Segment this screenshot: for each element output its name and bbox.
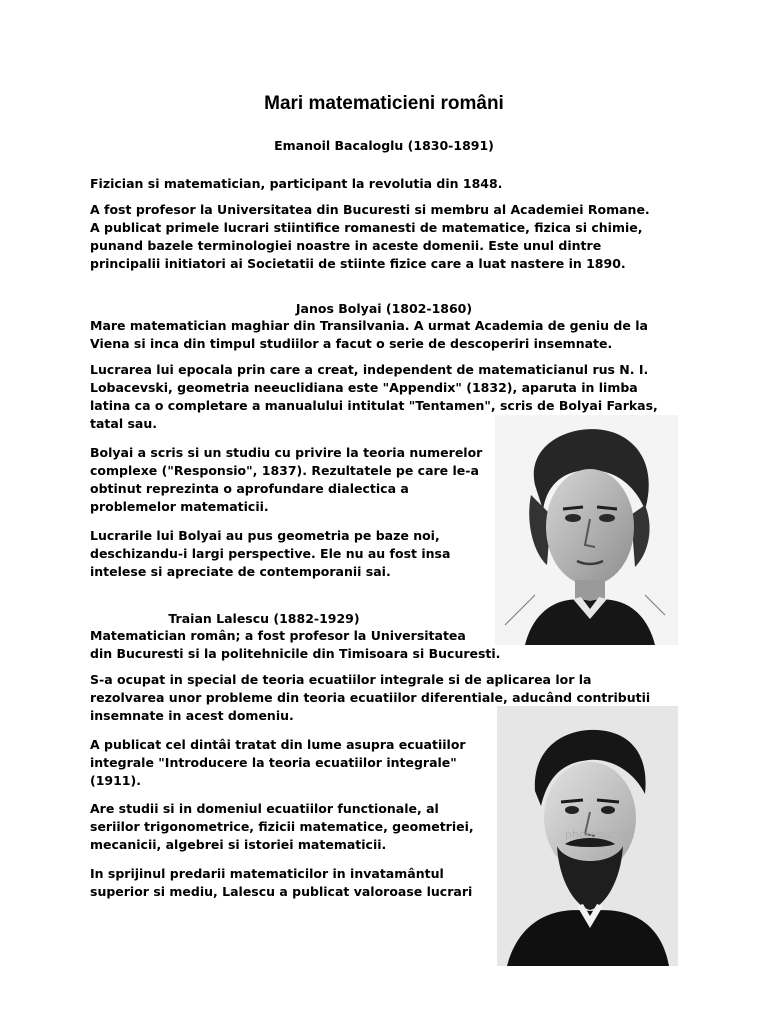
- paragraph: [90, 317, 648, 353]
- photobucket-watermark: photobucket: [565, 828, 634, 841]
- text-line: Lucrarea lui epocala prin care a creat, independent de matematicianul rus N. I.: [90, 362, 649, 377]
- paragraph: [90, 865, 472, 901]
- text-line: Matematician român; a fost profesor la Universitatea: [90, 628, 466, 643]
- section-heading-bolyai: Janos Bolyai (1802-1860): [295, 301, 473, 316]
- portrait-bolyai-drawing: [495, 415, 678, 645]
- text-line: principalii initiatori ai Societatii de stiinte fizice care a luat nastere in 1890.: [90, 256, 626, 271]
- text-line: tatal sau.: [90, 416, 157, 431]
- text-line: Lucrarile lui Bolyai au pus geometria pe baze noi,: [90, 528, 440, 543]
- page-title: Mari matematicieni români: [264, 93, 504, 114]
- text-line: complexe ("Responsio", 1837). Rezultatele pe care le-a: [90, 463, 479, 478]
- text-line: seriilor trigonometrice, fizicii matematice, geometriei,: [90, 819, 474, 834]
- text-line: insemnate in acest domeniu.: [90, 708, 294, 723]
- paragraph: [90, 444, 482, 516]
- text-line: A publicat cel dintâi tratat din lume asupra ecuatiilor: [90, 737, 466, 752]
- paragraph: [90, 736, 466, 790]
- paragraph: [90, 175, 502, 193]
- text-line: Mare matematician maghiar din Transilvania. A urmat Academia de geniu de la: [90, 318, 648, 333]
- paragraph: [90, 800, 474, 854]
- portrait-lalescu: [497, 706, 678, 966]
- text-line: punand bazele terminologiei noastre in aceste domenii. Este unul dintre: [90, 238, 602, 253]
- text-line: superior si mediu, Lalescu a publicat valoroase lucrari: [90, 884, 473, 899]
- section-heading-lalescu: Traian Lalescu (1882-1929): [168, 611, 360, 626]
- text-line: intelese si apreciate de contemporanii sai.: [90, 564, 391, 579]
- text-line: Are studii si in domeniul ecuatiilor functionale, al: [90, 801, 439, 816]
- text-line: din Bucuresti si la politehnicile din Timisoara si Bucuresti.: [90, 646, 501, 661]
- paragraph: [90, 201, 650, 273]
- text-line: S-a ocupat in special de teoria ecuatiilor integrale si de aplicarea lor la: [90, 672, 592, 687]
- text-line: mecanicii, algebrei si istoriei matematicii.: [90, 837, 387, 852]
- text-line: (1911).: [90, 773, 141, 788]
- text-line: Bolyai a scris si un studiu cu privire la teoria numerelor: [90, 445, 483, 460]
- text-line: Lobacevski, geometria neeuclidiana este "Appendix" (1832), aparuta in limba: [90, 380, 638, 395]
- paragraph: [90, 627, 500, 663]
- section-heading-bacaloglu: Emanoil Bacaloglu (1830-1891): [274, 138, 494, 153]
- text-line: In sprijinul predarii matematicilor in invatamântul: [90, 866, 444, 881]
- text-line: A publicat primele lucrari stiintifice romanesti de matematice, fizica si chimie,: [90, 220, 643, 235]
- text-line: rezolvarea unor probleme din teoria ecuatiilor diferentiale, aducând contributii: [90, 690, 651, 705]
- text-line: problemelor matematicii.: [90, 499, 269, 514]
- text-line: latina ca o completare a manualului intitulat "Tentamen", scris de Bolyai Farkas,: [90, 398, 658, 413]
- text-line: obtinut reprezinta o aprofundare dialectica a: [90, 481, 409, 496]
- text-line: integrale "Introducere la teoria ecuatiilor integrale": [90, 755, 457, 770]
- text-line: deschizandu-i largi perspective. Ele nu au fost insa: [90, 546, 451, 561]
- text-line: Viena si inca din timpul studiilor a facut o serie de descoperiri insemnate.: [90, 336, 613, 351]
- text-line: Fizician si matematician, participant la revolutia din 1848.: [90, 176, 503, 191]
- text-line: A fost profesor la Universitatea din Bucuresti si membru al Academiei Romane.: [90, 202, 650, 217]
- paragraph: [90, 527, 450, 581]
- portrait-bolyai: [495, 415, 678, 645]
